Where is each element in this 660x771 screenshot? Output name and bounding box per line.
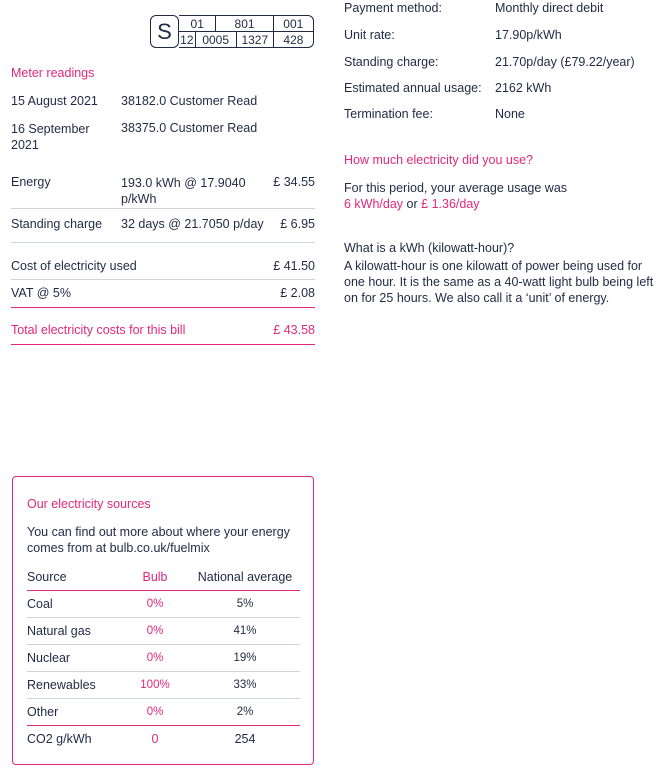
tariff-value: 2162 kWh [495, 81, 552, 95]
table-header-row [27, 564, 300, 591]
tariff-value: 21.70p/day (£79.22/year) [495, 55, 635, 69]
source-name: Renewables [27, 672, 120, 699]
source-name: Coal [27, 591, 120, 618]
bulb-share: 100% [120, 672, 190, 699]
bulb-share: 0% [120, 645, 190, 672]
column-header-source: Source [27, 564, 120, 591]
usage-joiner: or [406, 197, 418, 211]
table-row [27, 591, 300, 618]
sources-title: Our electricity sources [27, 497, 151, 511]
cost-label: Cost of electricity used [11, 259, 137, 273]
fuelmix-link[interactable]: bulb.co.uk/fuelmix [109, 541, 210, 555]
tariff-value: 17.90p/kWh [495, 28, 562, 42]
cost-amount: £ 41.50 [273, 259, 315, 273]
charge-amount: £ 6.95 [280, 217, 315, 231]
charge-detail: 32 days @ 21.7050 p/day [121, 217, 264, 231]
supply-cell: 801 [216, 16, 273, 31]
divider [11, 307, 315, 308]
column-header-bulb: Bulb [120, 564, 190, 591]
usage-heading: How much electricity did you use? [344, 153, 533, 167]
tariff-value: None [495, 107, 525, 121]
divider [11, 344, 315, 345]
table-row [27, 645, 300, 672]
tariff-value: Monthly direct debit [495, 1, 604, 15]
vat-label: VAT @ 5% [11, 286, 71, 300]
supply-cell: 428 [283, 32, 304, 47]
vat-amount: £ 2.08 [280, 286, 315, 300]
tariff-key: Standing charge: [344, 55, 439, 69]
reading-value: 38182.0 Customer Read [121, 94, 258, 108]
sources-table [27, 564, 300, 752]
bulb-share: 0% [146, 706, 164, 718]
source-name: Other [27, 705, 59, 719]
co2-row [27, 726, 300, 753]
bulb-share: 0% [120, 618, 190, 645]
supply-grid [179, 15, 314, 48]
supply-top-row [179, 16, 313, 32]
supply-bottom-row [179, 32, 313, 47]
reading-value: 38375.0 Customer Read [121, 121, 258, 135]
charge-detail: 193.0 kWh @ 17.9040 p/kWh [121, 176, 246, 206]
source-name: Nuclear [27, 645, 120, 672]
table-row [27, 672, 300, 699]
supply-cell: 01 [179, 16, 216, 31]
national-share: 19% [190, 645, 300, 672]
supply-cell: 001 [283, 16, 304, 31]
total-label: Total electricity costs for this bill [11, 323, 186, 337]
kwh-body: A kilowatt-hour is one kilowatt of power being used for one hour. It is the same as a 40-watt light bulb being left on for 25 hours. We also call it a ‘unit’ of energy. [344, 259, 654, 305]
supply-cell: 12 [179, 32, 196, 47]
reading-date: 16 September 2021 [11, 122, 90, 152]
supply-prefix: S [150, 15, 179, 48]
divider [11, 279, 315, 280]
co2-bulb: 0 [120, 726, 190, 753]
national-share: 5% [190, 591, 300, 618]
total-amount: £ 43.58 [273, 323, 315, 337]
column-header-national: National average [190, 564, 300, 591]
tariff-key: Payment method: [344, 1, 442, 15]
national-share: 2% [236, 706, 254, 718]
divider [11, 208, 315, 209]
tariff-key: Estimated annual usage: [344, 81, 482, 95]
reading-date: 15 August 2021 [11, 94, 98, 108]
charge-amount: £ 34.55 [273, 175, 315, 189]
table-row [27, 618, 300, 645]
co2-label: CO2 g/kWh [27, 726, 120, 753]
kwh-heading: What is a kWh (kilowatt-hour)? [344, 241, 515, 255]
charge-label: Energy [11, 175, 51, 189]
divider [11, 242, 315, 243]
meter-readings-heading: Meter readings [11, 66, 95, 80]
source-name: Natural gas [27, 618, 120, 645]
tariff-key: Termination fee: [344, 107, 433, 121]
sources-intro-text: You can find out more about where your energy comes from at [27, 525, 290, 555]
co2-national: 254 [190, 726, 300, 753]
bulb-share: 0% [120, 591, 190, 618]
usage-summary [344, 180, 644, 212]
usage-intro: For this period, your average usage was [344, 181, 568, 195]
electricity-sources-box [12, 476, 314, 765]
national-share: 41% [190, 618, 300, 645]
usage-daily-kwh: 6 kWh/day [344, 197, 404, 211]
charge-label: Standing charge [11, 217, 103, 231]
supply-cell: 1327 [237, 32, 274, 47]
supply-number-box [150, 15, 314, 48]
sources-intro [27, 524, 302, 556]
supply-cell: 0005 [196, 32, 237, 47]
table-row [27, 699, 300, 726]
tariff-key: Unit rate: [344, 28, 395, 42]
national-share: 33% [190, 672, 300, 699]
usage-daily-cost: £ 1.36/day [421, 197, 480, 211]
